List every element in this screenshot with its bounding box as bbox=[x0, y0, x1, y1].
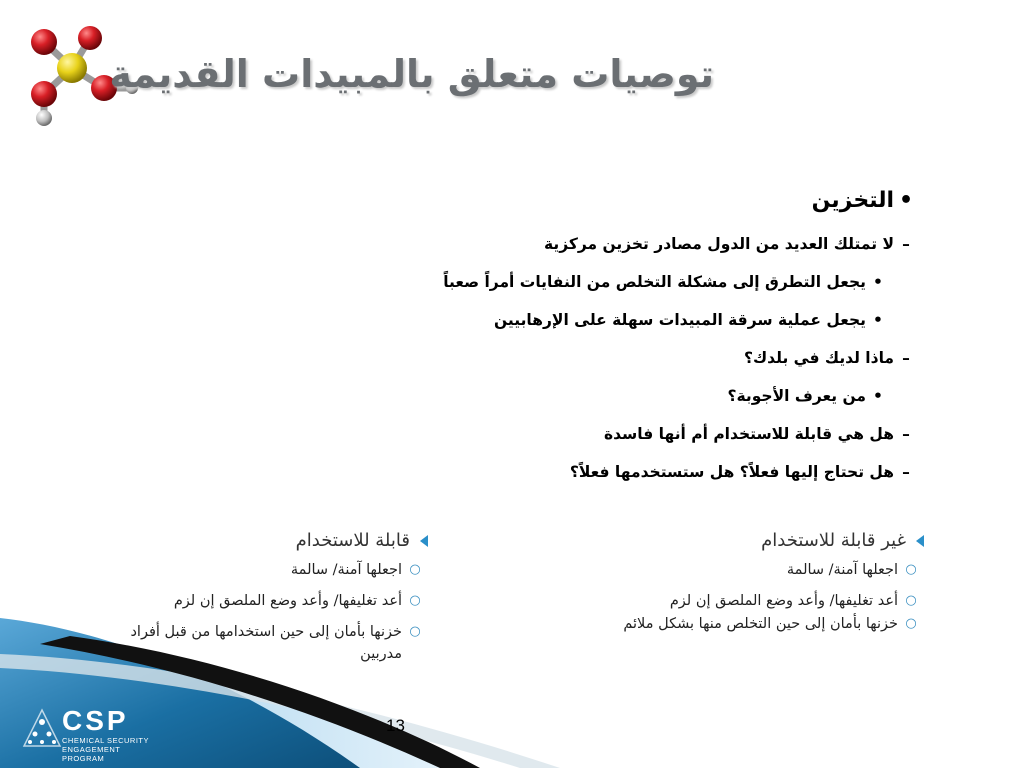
page-title: توصيات متعلق بالمبيدات القديمة bbox=[109, 52, 714, 96]
circle-bullet-icon: ○ bbox=[905, 562, 917, 577]
logo-line2: ENGAGEMENT PROGRAM bbox=[62, 745, 121, 763]
csp-emblem-icon bbox=[22, 708, 62, 756]
triangle-bullet-icon bbox=[420, 535, 428, 547]
dash-icon: – bbox=[902, 425, 910, 443]
list-item-text: اجعلها آمنة/ سالمة bbox=[290, 562, 402, 578]
csp-logo bbox=[22, 706, 162, 762]
list-item-text: أعد تغليفها/ وأعد وضع الملصق إن لزم bbox=[669, 593, 898, 609]
list-item-text: خزنها بأمان إلى حين التخلص منها بشكل ملائم bbox=[623, 616, 898, 632]
logo-name: CSP bbox=[62, 705, 129, 736]
section-list bbox=[238, 225, 918, 491]
section-heading bbox=[238, 188, 918, 213]
section-item bbox=[238, 415, 918, 453]
section-item-text: يجعل التطرق إلى مشكلة التخلص من النفايات أمراً صعباً bbox=[443, 273, 866, 291]
section-item bbox=[238, 377, 918, 415]
dash-icon: – bbox=[902, 349, 910, 367]
dash-icon: – bbox=[902, 463, 910, 481]
section-item bbox=[238, 301, 918, 339]
section-item-text: يجعل عملية سرقة المبيدات سهلة على الإرهابيين bbox=[493, 311, 866, 329]
main-content bbox=[238, 188, 918, 491]
dash-icon: – bbox=[902, 235, 910, 253]
section-heading-text: التخزين bbox=[811, 188, 894, 213]
section-item bbox=[238, 225, 918, 263]
section-item bbox=[238, 339, 918, 377]
section-item-text: هل تحتاج إليها فعلاً؟ هل ستستخدمها فعلاً؟ bbox=[569, 463, 894, 481]
section-item bbox=[238, 263, 918, 301]
list-item bbox=[504, 590, 924, 612]
list-item-text: اجعلها آمنة/ سالمة bbox=[786, 562, 898, 578]
section-item-text: ماذا لديك في بلدك؟ bbox=[743, 349, 894, 367]
circle-bullet-icon: ○ bbox=[409, 624, 421, 639]
circle-bullet-icon: ○ bbox=[409, 593, 421, 608]
triangle-bullet-icon bbox=[916, 535, 924, 547]
logo-line1: CHEMICAL SECURITY bbox=[62, 736, 149, 745]
bullet-icon: • bbox=[873, 311, 883, 329]
circle-bullet-icon: ○ bbox=[905, 616, 917, 631]
section-item-text: هل هي قابلة للاستخدام أم أنها فاسدة bbox=[603, 425, 894, 443]
list-item-text: خزنها بأمان إلى حين استخدامها من قبل أفراد مدربين bbox=[130, 624, 402, 662]
list-item bbox=[98, 559, 428, 581]
circle-bullet-icon: ○ bbox=[905, 593, 917, 608]
section-item bbox=[238, 453, 918, 491]
list-item bbox=[504, 559, 924, 581]
not-usable-heading bbox=[504, 530, 924, 551]
not-usable-heading-text: غير قابلة للاستخدام bbox=[761, 530, 906, 551]
usable-heading bbox=[98, 530, 428, 551]
page-number: 13 bbox=[386, 716, 405, 735]
usable-heading-text: قابلة للاستخدام bbox=[295, 530, 410, 551]
section-item-text: لا تمتلك العديد من الدول مصادر تخزين مركزية bbox=[543, 235, 894, 253]
circle-bullet-icon: ○ bbox=[409, 562, 421, 577]
bullet-icon: • bbox=[873, 387, 883, 405]
bullet-icon: • bbox=[898, 188, 914, 213]
list-item-text: أعد تغليفها/ وأعد وضع الملصق إن لزم bbox=[173, 593, 402, 609]
bullet-icon: • bbox=[873, 273, 883, 291]
section-item-text: من يعرف الأجوبة؟ bbox=[727, 387, 866, 405]
list-item bbox=[98, 590, 428, 612]
